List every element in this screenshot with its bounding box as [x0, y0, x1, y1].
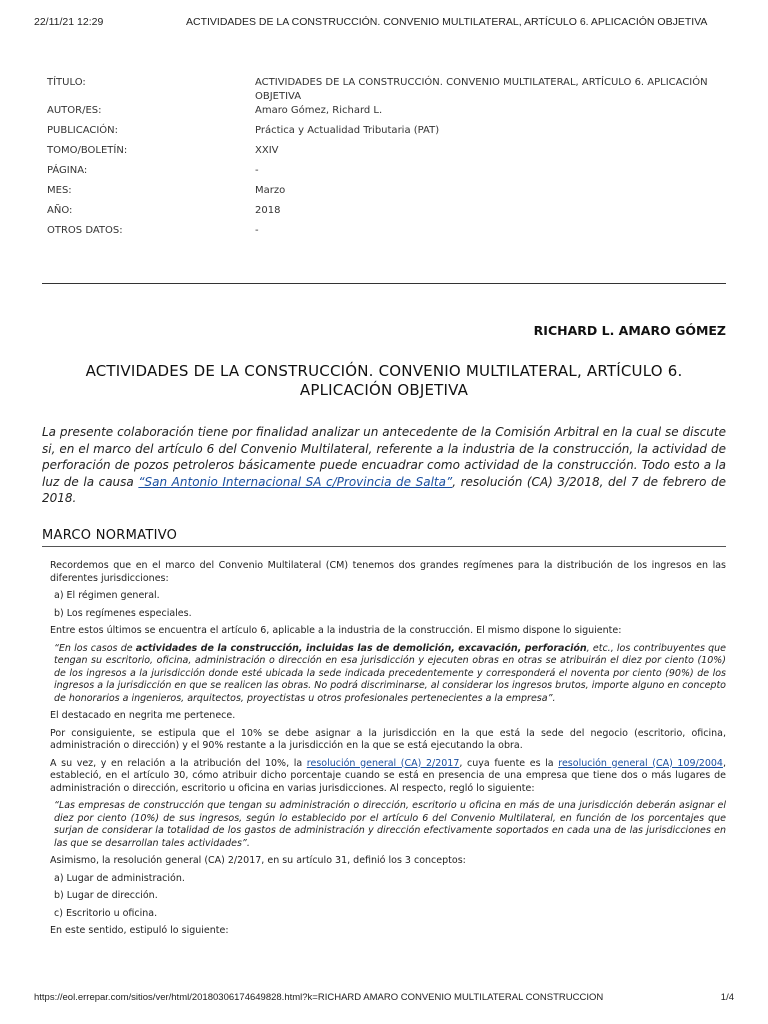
- meta-value: Práctica y Actualidad Tributaria (PAT): [255, 125, 440, 136]
- article-author: RICHARD L. AMARO GÓMEZ: [533, 323, 726, 338]
- section-divider: [42, 546, 726, 547]
- article-body: [42, 560, 726, 943]
- print-url: https://eol.errepar.com/sitios/ver/html/20180306174649828.html?k=RICHARD AMARO CONVENIO MULTILATERAL CONSTRUCCION: [34, 992, 604, 1003]
- meta-row-pagina: [47, 164, 727, 184]
- article-abstract: [42, 424, 726, 507]
- meta-row-autor: [47, 104, 727, 124]
- legal-quote: [42, 643, 726, 706]
- quote-text: “En los casos de: [54, 642, 136, 654]
- abstract-text: La presente colaboración tiene por finalidad analizar un antecedente de la Comisión Arbitral en la cual se discute si, en el marco del artículo 6 del Convenio Multilateral, referente a la industria de la construcción, la actividad de perforación de pozos petroleros básicamente puede encuadrar como actividad de la construcción. Todo esto a la luz de la causa: [42, 425, 726, 489]
- legal-quote: “Las empresas de construcción que tengan su administración o dirección, escritorio u oficina en más de una jurisdicción deberán asignar el diez por ciento (10%) de sus ingresos, según lo establecido por el artículo 6 del Convenio Multilateral, en función de los porcentajes que surjan de considerar la totalidad de los gastos de administración y dirección efectivamente soportados en cada una de las jurisdicciones en las que se desarrollan tales actividades”.: [54, 800, 726, 849]
- list-item: b) Los regímenes especiales.: [54, 607, 192, 619]
- resolution-link-109-2004[interactable]: resolución general (CA) 109/2004: [558, 757, 723, 769]
- meta-key: MES:: [47, 185, 72, 196]
- meta-row-mes: [47, 184, 727, 204]
- paragraph: Entre estos últimos se encuentra el artículo 6, aplicable a la industria de la construcción. El mismo dispone lo siguiente:: [50, 625, 622, 636]
- paragraph: El destacado en negrita me pertenece.: [50, 710, 236, 721]
- meta-key: TÍTULO:: [47, 77, 86, 88]
- page-number: 1/4: [720, 992, 734, 1003]
- meta-value: XXIV: [255, 145, 279, 156]
- meta-row-titulo: [47, 76, 727, 104]
- abstract-text-end: , resolución (CA) 3/2018, del 7 de febrero de 2018.: [42, 474, 726, 505]
- meta-key: AUTOR/ES:: [47, 105, 102, 116]
- print-datetime: 22/11/21 12:29: [34, 16, 104, 28]
- meta-value: Marzo: [255, 185, 286, 196]
- meta-key: PÁGINA:: [47, 165, 88, 176]
- quote-bold-text: actividades de la construcción, incluidas las de demolición, excavación, perforación: [135, 642, 587, 654]
- paragraph: Por consiguiente, se estipula que el 10% se debe asignar a la jurisdicción en la que está la sede del negocio (escritorio, oficina, administración o dirección) y el 90% restante a la jurisdicción en la que se está ejecutando la obra.: [50, 727, 726, 751]
- meta-value: -: [255, 165, 259, 176]
- divider: [42, 283, 726, 284]
- meta-key: TOMO/BOLETÍN:: [47, 145, 128, 156]
- article-title: ACTIVIDADES DE LA CONSTRUCCIÓN. CONVENIO MULTILATERAL, ARTÍCULO 6. APLICACIÓN OBJETIVA: [85, 362, 683, 399]
- meta-value: 2018: [255, 205, 281, 216]
- paragraph-text: , estableció, en el artículo 30, cómo atribuir dicho porcentaje cuando se está en presencia de una empresa que tiene dos o más lugares de administración o dirección, escritorio u oficina en varias jurisdicciones. Al respecto, regló lo siguiente:: [50, 757, 726, 794]
- list-item: c) Escritorio u oficina.: [54, 907, 158, 919]
- meta-row-tomo: [47, 144, 727, 164]
- meta-value: -: [255, 225, 259, 236]
- meta-value: ACTIVIDADES DE LA CONSTRUCCIÓN. CONVENIO MULTILATERAL, ARTÍCULO 6. APLICACIÓN OBJETIVA: [255, 77, 708, 102]
- meta-row-publicacion: [47, 124, 727, 144]
- quote-text-rest: , etc., los contribuyentes que tengan su escritorio, oficina, administración o dirección en esa jurisdicción y ejecuten obras en otras se atribuirán el diez por ciento (10%) de los ingresos a la jurisdicción donde esté ubicada la sede indicada precedentemente y corresponderá el noventa por ciento (90%) de los ingresos a la jurisdicción en que se realicen las obras. No podrá discriminarse, al considerar los ingresos brutos, importe alguno en concepto de honorarios a ingenieros, arquitectos, proyectistas u otros profesionales pertenecientes a la empresa”.: [54, 642, 726, 704]
- meta-key: OTROS DATOS:: [47, 225, 123, 236]
- meta-key: PUBLICACIÓN:: [47, 125, 119, 136]
- section-heading: MARCO NORMATIVO: [42, 528, 178, 543]
- list-item: a) El régimen general.: [54, 590, 160, 601]
- paragraph: En este sentido, estipuló lo siguiente:: [50, 925, 229, 936]
- meta-row-otros: [47, 224, 727, 244]
- print-doc-title: ACTIVIDADES DE LA CONSTRUCCIÓN. CONVENIO MULTILATERAL, ARTÍCULO 6. APLICACIÓN OBJETIVA: [186, 16, 708, 28]
- list-item: a) Lugar de administración.: [54, 872, 185, 884]
- paragraph-text: A su vez, y en relación a la atribución del 10%, la: [50, 757, 307, 769]
- metadata-table: [47, 76, 727, 244]
- paragraph-text: , cuya fuente es la: [459, 757, 559, 769]
- meta-key: AÑO:: [47, 205, 73, 216]
- resolution-link-2-2017[interactable]: resolución general (CA) 2/2017: [306, 757, 460, 769]
- paragraph: Asimismo, la resolución general (CA) 2/2017, en su artículo 31, definió los 3 conceptos:: [50, 855, 466, 866]
- case-link[interactable]: “San Antonio Internacional SA c/Provincia de Salta”: [138, 474, 453, 489]
- paragraph: [42, 758, 726, 796]
- meta-row-anio: [47, 204, 727, 224]
- list-item: b) Lugar de dirección.: [54, 890, 158, 901]
- meta-value: Amaro Gómez, Richard L.: [255, 105, 383, 116]
- paragraph: Recordemos que en el marco del Convenio Multilateral (CM) tenemos dos grandes regímenes para la distribución de los ingresos en las diferentes jurisdicciones:: [50, 560, 726, 584]
